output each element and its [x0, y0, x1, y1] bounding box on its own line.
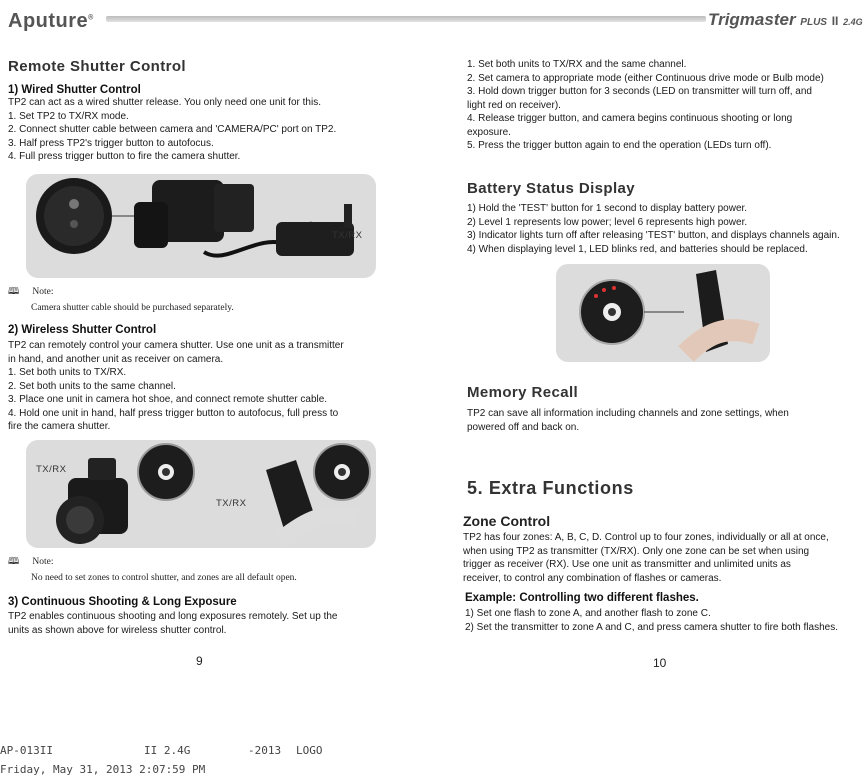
tx-rx-label-right: TX/RX	[216, 498, 247, 509]
zone-text: TP2 has four zones: A, B, C, D. Control up to four zones, individually or all at once, when using TP2 as transmitter (TX/RX). Only one zone can be set when using trigger as receiver (RX). Use one unit as transmitter and unlimited units as receiver, to control any combination of flashes or cameras.	[463, 532, 829, 584]
footer-code: AP-013II	[0, 744, 53, 757]
wireless-heading: 2) Wireless Shutter Control	[8, 324, 157, 336]
continuous-heading: 3) Continuous Shooting & Long Exposure	[8, 596, 237, 608]
example-heading: Example: Controlling two different flashes.	[465, 592, 699, 604]
memory-text: TP2 can save all information including channels and zone settings, when powered off and back on.	[467, 408, 789, 433]
wired-photo-art	[26, 174, 376, 278]
wired-heading: 1) Wired Shutter Control	[8, 84, 141, 96]
zone-heading: Zone Control	[463, 513, 551, 529]
book-icon: 🕮	[8, 287, 20, 297]
extra-functions-title: 5. Extra Functions	[467, 478, 634, 498]
note-2: 🕮 Note: No need to set zones to control shutter, and zones are all default open.	[8, 554, 297, 586]
tx-rx-label: TX/RX	[332, 230, 363, 241]
trigmaster-brand: Trigmaster PLUS II 2.4G	[708, 10, 863, 29]
footer-year: -2013	[248, 744, 282, 757]
page-number-left: 9	[196, 654, 203, 668]
memory-title: Memory Recall	[467, 384, 579, 401]
continuous-steps: 1. Set both units to TX/RX and the same channel. 2. Set camera to appropriate mode (either Continuous drive mode or Bulb mode) 3. Hold down trigger button for 3 seconds (LED on transmitter will turn off, and light red on receiver). 4. Release trigger button, and camera begins continuous shooting or long exposure. 5. Press the trigger button again to end the operation (LEDs turn off).	[467, 59, 824, 151]
wired-photo	[26, 174, 376, 278]
wireless-text: TP2 can remotely control your camera shutter. Use one unit as a transmitter in hand, and another unit as receiver on camera. 1. Set both units to TX/RX. 2. Set both units to the same channel. 3. Place one unit in camera hot shoe, and connect remote shutter cable. 4. Hold one unit in hand, half press trigger button to autofocus, full press to fire the camera shutter.	[8, 340, 344, 432]
example-text: 1) Set one flash to zone A, and another flash to zone C. 2) Set the transmitter to zone A and C, and press camera shutter to fire both flashes.	[465, 608, 838, 633]
footer-timestamp: Friday, May 31, 2013 2:07:59 PM	[0, 763, 206, 776]
footer-model: II 2.4G	[144, 744, 191, 757]
remote-shutter-title: Remote Shutter Control	[8, 58, 186, 75]
tx-rx-label-left: TX/RX	[36, 464, 67, 475]
header-rule	[106, 16, 706, 22]
battery-photo	[556, 264, 770, 362]
wired-text: TP2 can act as a wired shutter release. You only need one unit for this. 1. Set TP2 to TX/RX mode. 2. Connect shutter cable between camera and 'CAMERA/PC' port on TP2. 3. Half press TP2's trigger button to autofocus. 4. Full press trigger button to fire the camera shutter.	[8, 97, 337, 162]
continuous-text: TP2 enables continuous shooting and long exposures remotely. Set up the units as shown above for wireless shutter control.	[8, 611, 338, 636]
wireless-photo-art	[26, 440, 376, 548]
battery-photo-art	[556, 264, 770, 362]
note-1: 🕮 Note: Camera shutter cable should be purchased separately.	[8, 284, 234, 316]
footer-logo: LOGO	[296, 744, 323, 757]
battery-title: Battery Status Display	[467, 180, 636, 197]
page-number-right: 10	[653, 656, 667, 670]
battery-text: 1) Hold the 'TEST' button for 1 second to display battery power. 2) Level 1 represents low power; level 6 represents high power. 3) Indicator lights turn off after releasing 'TEST' button, and displays channels again. 4) When displaying level 1, LED blinks red, and batteries should be replaced.	[467, 203, 840, 255]
aputure-logo: Aputure®	[8, 10, 94, 32]
wireless-photo	[26, 440, 376, 548]
book-icon: 🕮	[8, 557, 20, 567]
